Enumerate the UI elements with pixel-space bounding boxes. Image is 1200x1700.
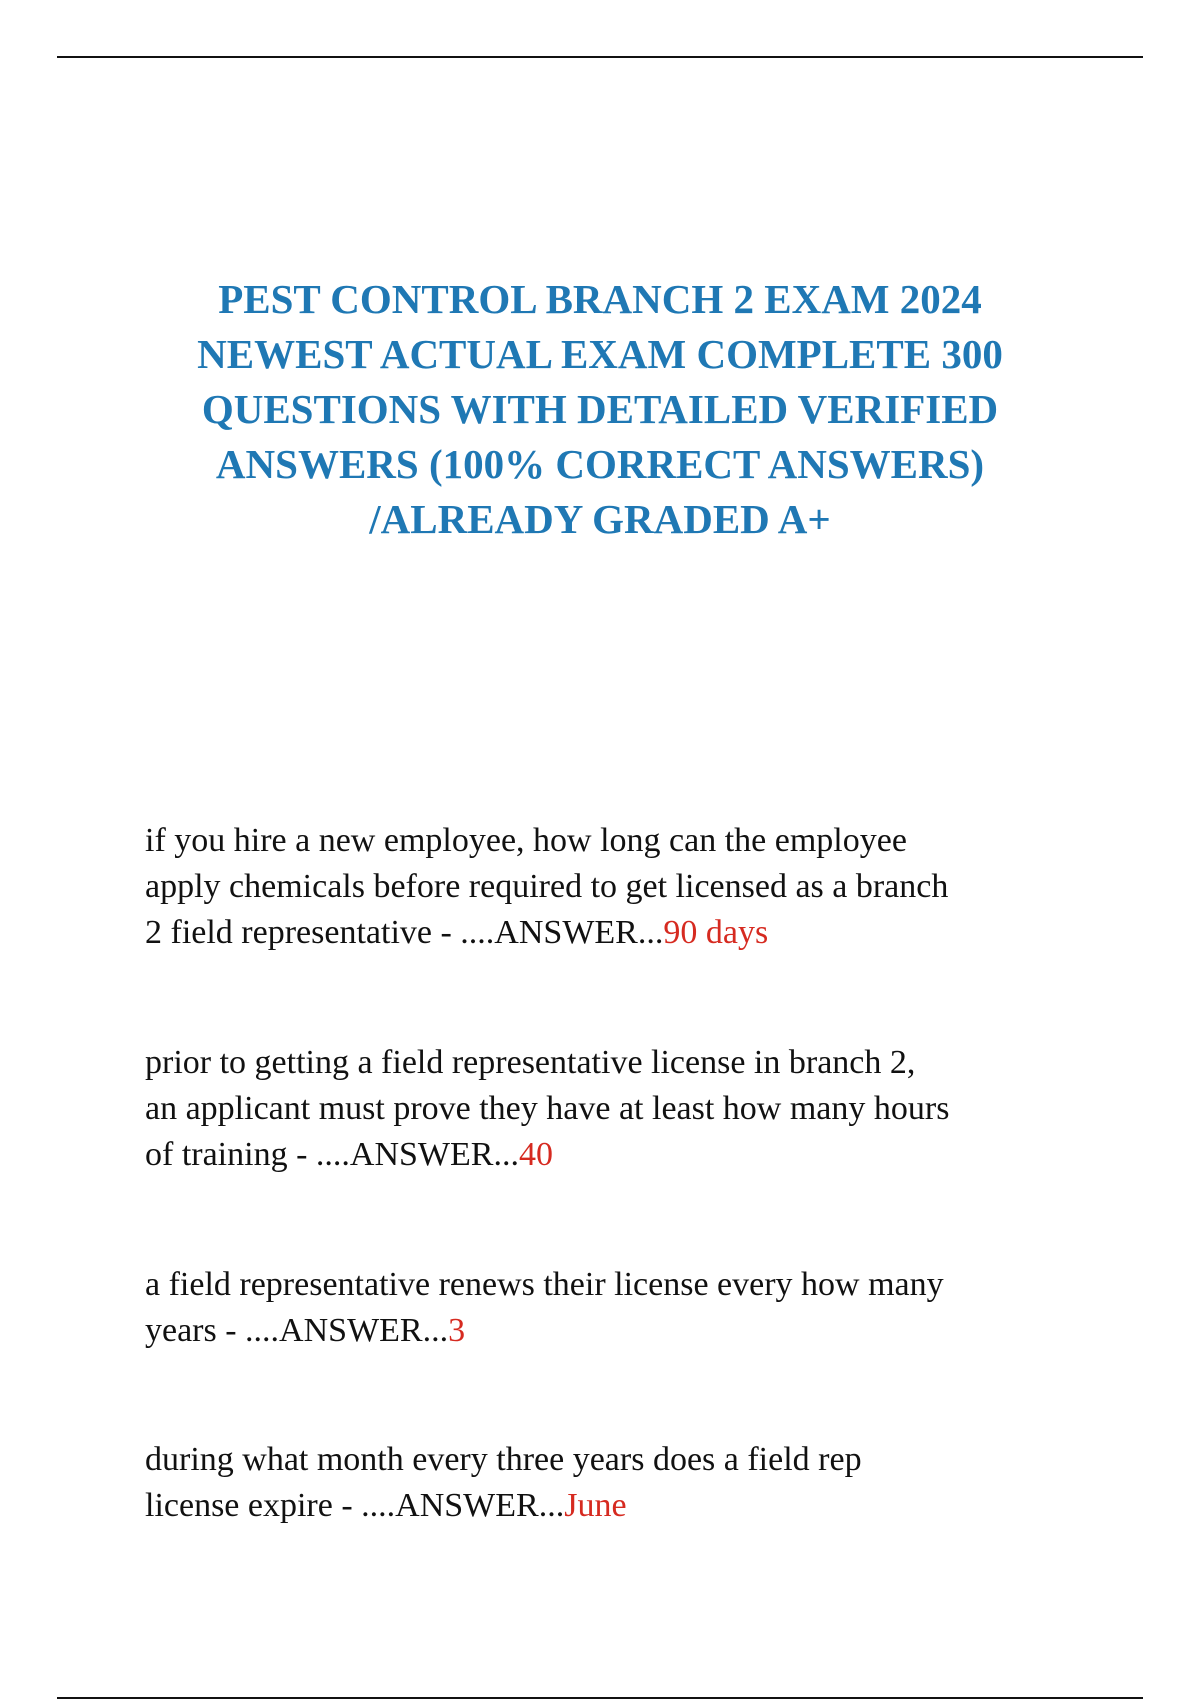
question-line: an applicant must prove they have at least how many hours [145, 1090, 950, 1127]
question-line-with-answer [145, 1132, 1065, 1178]
title-line: QUESTIONS WITH DETAILED VERIFIED [201, 386, 999, 432]
question-line: a field representative renews their license every how many [145, 1266, 944, 1303]
question-line-with-answer [145, 1483, 1065, 1529]
title-line: NEWEST ACTUAL EXAM COMPLETE 300 [197, 331, 1003, 377]
answer-text: 3 [448, 1312, 466, 1349]
question-line: license expire - ....ANSWER... [145, 1487, 565, 1524]
question-item [145, 1262, 1065, 1354]
document-title [120, 272, 1080, 547]
title-line: ANSWERS (100% CORRECT ANSWERS) [215, 441, 985, 487]
question-line: of training - ....ANSWER... [145, 1136, 519, 1173]
answer-text: June [564, 1487, 627, 1524]
title-line: PEST CONTROL BRANCH 2 EXAM 2024 [218, 276, 982, 322]
question-item [145, 1040, 1065, 1178]
question-line: prior to getting a field representative license in branch 2, [145, 1044, 916, 1081]
question-item [145, 1437, 1065, 1529]
title-line: /ALREADY GRADED A+ [369, 496, 831, 542]
question-line: apply chemicals before required to get licensed as a branch [145, 868, 949, 905]
answer-text: 90 days [663, 914, 769, 951]
question-line: 2 field representative - ....ANSWER... [145, 914, 664, 951]
bottom-rule [57, 1697, 1143, 1699]
question-line-with-answer [145, 910, 1065, 956]
question-line: years - ....ANSWER... [145, 1312, 449, 1349]
answer-text: 40 [518, 1136, 553, 1173]
question-line-with-answer [145, 1308, 1065, 1354]
question-line: if you hire a new employee, how long can the employee [145, 822, 907, 859]
question-item [145, 818, 1065, 956]
top-rule [57, 56, 1143, 58]
question-line: during what month every three years does a field rep [145, 1441, 862, 1478]
